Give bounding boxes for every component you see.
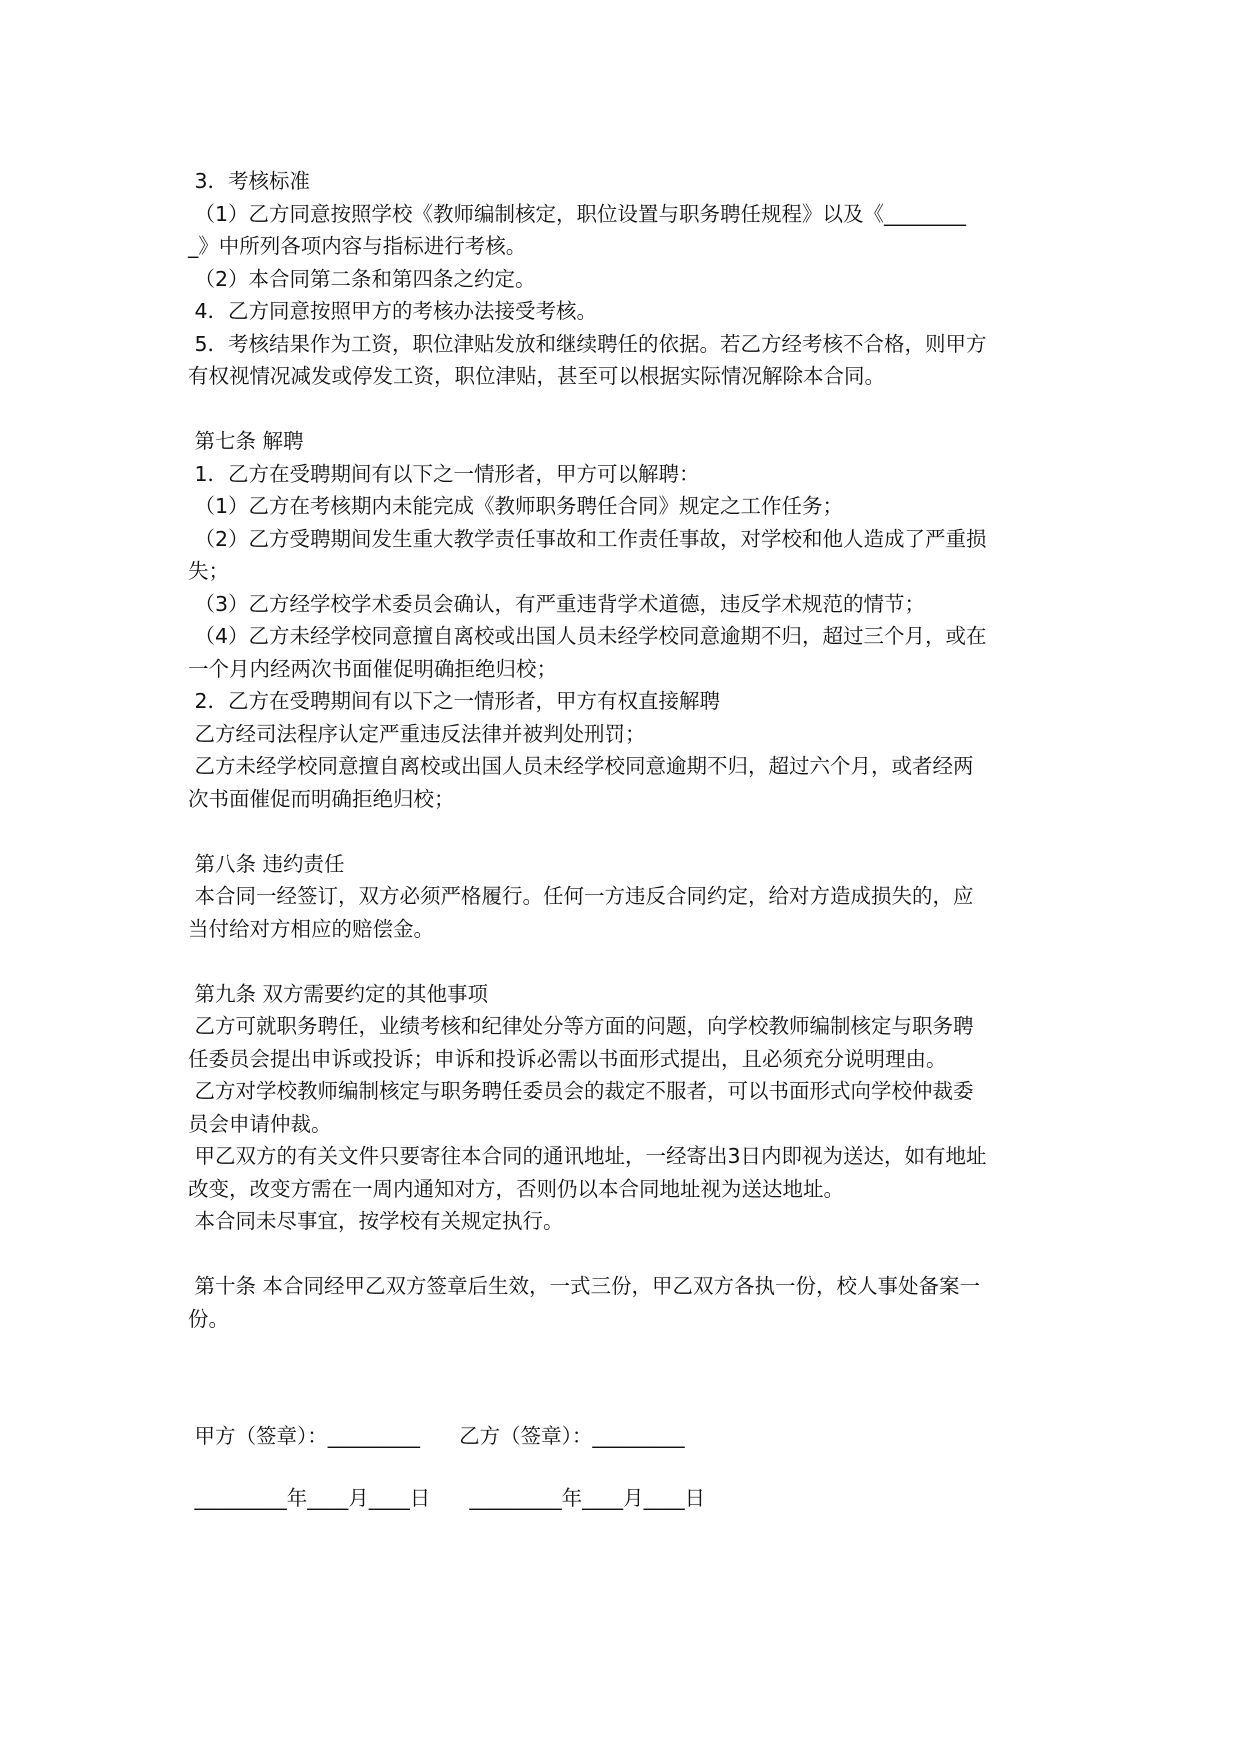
text-line: （1）乙方在考核期内未能完成《教师职务聘任合同》规定之工作任务； [188,494,844,518]
section-spacer [188,1238,1058,1271]
text-line: 乙方对学校教师编制核定与职务聘任委员会的裁定不服者，可以书面形式向学校仲裁委 [188,1079,974,1103]
text-line: 4．乙方同意按照甲方的考核办法接受考核。 [188,299,598,323]
section-article-7-dismissal [188,425,1058,815]
section-spacer [188,1335,1058,1387]
article-heading: 第八条 违约责任 [188,851,345,876]
text-line: 2．乙方在受聘期间有以下之一情形者，甲方有权直接解聘 [188,689,721,713]
section-spacer [188,393,1058,426]
text-line: 次书面催促而明确拒绝归校； [188,786,455,811]
signature-block [188,1420,1058,1514]
section-spacer [188,945,1058,978]
article-heading: 第九条 双方需要约定的其他事项 [188,981,489,1006]
text-line: 本合同未尽事宜，按学校有关规定执行。 [188,1209,564,1233]
text-line: 改变，改变方需在一周内通知对方，否则仍以本合同地址视为送达地址。 [188,1176,844,1201]
text-line: 1．乙方在受聘期间有以下之一情形者，甲方可以解聘： [188,461,700,486]
text-line: 份。 [188,1306,229,1331]
signature-line: 甲方（签章）：_________ 乙方（签章）：_________ [188,1423,685,1448]
text-line: （2）本合同第二条和第四条之约定。 [188,266,536,291]
text-line: 甲乙双方的有关文件只要寄往本合同的通讯地址，一经寄出3日内即视为送达，如有地址 [188,1144,987,1168]
section-article-9-other-matters [188,978,1058,1238]
section-article-8-liability [188,848,1058,946]
section-assessment [188,165,1058,393]
text-line: 3．考核标准 [188,169,311,193]
article-heading: 第十条 本合同经甲乙双方签章后生效，一式三份，甲乙双方各执一份，校人事处备案一 [188,1274,981,1298]
text-line: 5．考核结果作为工资，职位津贴发放和继续聘任的依据。若乙方经考核不合格，则甲方 [188,331,987,356]
article-heading: 第七条 解聘 [188,429,304,453]
text-line: 当付给对方相应的赔偿金。 [188,916,434,941]
text-line: （1）乙方同意按照学校《教师编制核定，职位设置与职务聘任规程》以及《________ [188,201,967,226]
text-line: （4）乙方未经学校同意擅自离校或出国人员未经学校同意逾期不归，超过三个月，或在 [188,624,987,648]
text-line: 员会申请仲裁。 [188,1111,332,1136]
section-article-10-effect [188,1270,1058,1335]
text-line: 失； [188,559,229,583]
text-line: （3）乙方经学校学术委员会确认，有严重违背学术道德，违反学术规范的情节； [188,591,926,616]
text-line: 本合同一经签订，双方必须严格履行。任何一方违反合同约定，给对方造成损失的，应 [188,884,974,908]
section-spacer [188,815,1058,848]
text-line: _》中所列各项内容与指标进行考核。 [188,234,527,258]
text-line: 任委员会提出申诉或投诉；申诉和投诉必需以书面形式提出，且必须充分说明理由。 [188,1046,947,1071]
text-line: 乙方经司法程序认定严重违反法律并被判处刑罚； [188,721,646,746]
text-line: （2）乙方受聘期间发生重大教学责任事故和工作责任事故，对学校和他人造成了严重损 [188,526,987,551]
text-line: 乙方可就职务聘任，业绩考核和纪律处分等方面的问题，向学校教师编制核定与职务聘 [188,1014,974,1038]
signature-spacer [188,1452,1058,1482]
contract-page [188,165,1058,1514]
text-line: 乙方未经学校同意擅自离校或出国人员未经学校同意逾期不归，超过六个月，或者经两 [188,754,974,778]
text-line: 一个月内经两次书面催促明确拒绝归校； [188,656,557,681]
text-line: 有权视情况减发或停发工资，职位津贴，甚至可以根据实际情况解除本合同。 [188,364,885,388]
date-line: _________年____月____日 _________年____月____日 [188,1485,706,1510]
section-spacer [188,1387,1058,1420]
